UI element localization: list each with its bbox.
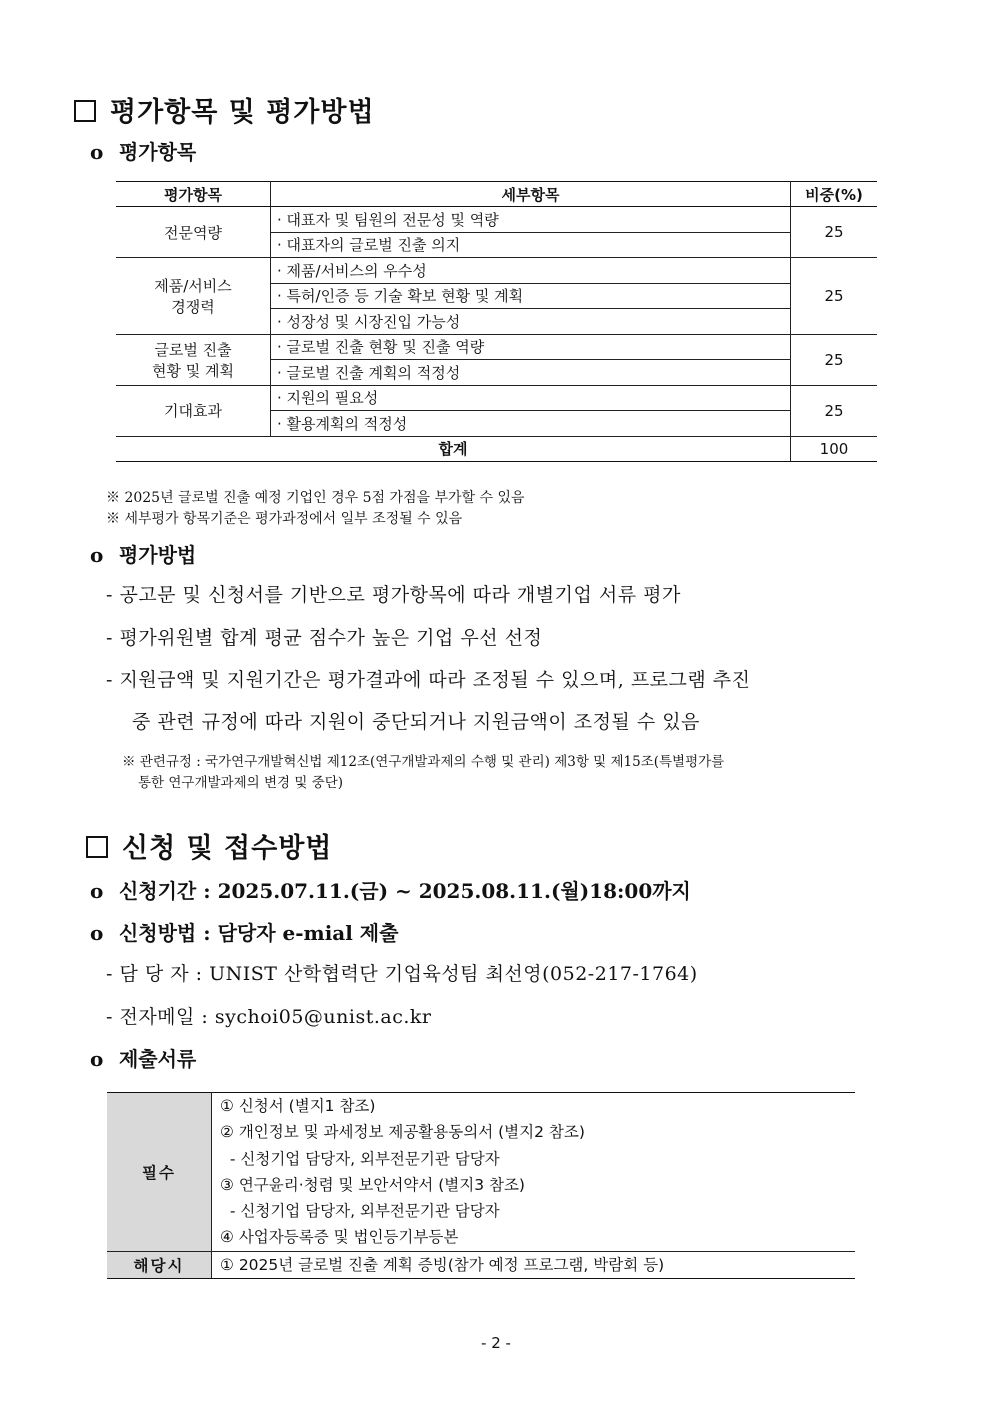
category-cell: 전문역량	[116, 207, 271, 258]
required-docs	[212, 1093, 856, 1252]
table-row	[107, 1093, 855, 1252]
optional-docs	[212, 1251, 856, 1278]
list-item: - 신청기업 담당자, 외부전문기관 담당자	[220, 1149, 500, 1168]
table-row	[116, 258, 877, 284]
period-value: 2025.07.11.(금) ~ 2025.08.11.(월)18:00까지	[217, 879, 691, 903]
section-title-evaluation: 평가항목 및 평가방법	[74, 90, 375, 129]
documents-table	[107, 1092, 855, 1279]
required-label: 필수	[107, 1093, 212, 1252]
list-item: ① 2025년 글로벌 진출 계획 증빙(참가 예정 프로그램, 박람회 등)	[220, 1255, 665, 1274]
regulation-note: ※ 관련규정 : 국가연구개발혁신법 제12조(연구개발과제의 수행 및 관리) 제3항 및 제15조(특별평가를	[122, 754, 725, 770]
weight-cell: 25	[791, 385, 878, 436]
circle-bullet-icon: o	[90, 1047, 104, 1071]
category-cell: 제품/서비스 경쟁력	[116, 258, 271, 335]
detail-cell: · 글로벌 진출 계획의 적정성	[271, 360, 791, 386]
total-value: 100	[791, 436, 878, 462]
application-period: o 신청기간 : 2025.07.11.(금) ~ 2025.08.11.(월)18:00까지	[90, 879, 691, 903]
application-method: o 신청방법 : 담당자 e-mial 제출	[90, 921, 399, 945]
list-item: ④ 사업자등록증 및 법인등기부등본	[220, 1228, 459, 1247]
category-cell: 글로벌 진출 현황 및 계획	[116, 334, 271, 385]
evaluation-table	[116, 181, 877, 462]
detail-cell: · 지원의 필요성	[271, 385, 791, 411]
note-bonus: ※ 2025년 글로벌 진출 예정 기업인 경우 5점 가점을 부가할 수 있음	[106, 490, 525, 506]
list-item: ③ 연구윤리·청렴 및 보안서약서 (별지3 참조)	[220, 1175, 525, 1194]
category-cell: 기대효과	[116, 385, 271, 436]
table-header-row	[116, 182, 877, 207]
note-adjust: ※ 세부평가 항목기준은 평가과정에서 일부 조정될 수 있음	[106, 511, 463, 527]
regulation-note-cont: 통한 연구개발과제의 변경 및 중단)	[138, 775, 344, 791]
detail-cell: · 성장성 및 시장진입 가능성	[271, 309, 791, 335]
detail-cell: · 글로벌 진출 현황 및 진출 역량	[271, 334, 791, 360]
table-row	[116, 385, 877, 411]
total-row	[116, 436, 877, 462]
method-line: - 공고문 및 신청서를 기반으로 평가항목에 따라 개별기업 서류 평가	[106, 584, 681, 606]
subheading-evaluation-method: o 평가방법	[90, 543, 197, 567]
weight-cell: 25	[791, 334, 878, 385]
list-item: ② 개인정보 및 과세정보 제공활용동의서 (별지2 참조)	[220, 1123, 585, 1142]
subheading-evaluation-items: o 평가항목	[90, 140, 197, 164]
total-label: 합계	[116, 436, 791, 462]
header-weight: 비중(%)	[791, 182, 878, 207]
detail-cell: · 대표자의 글로벌 진출 의지	[271, 232, 791, 258]
list-item: - 신청기업 담당자, 외부전문기관 담당자	[220, 1202, 500, 1221]
checkbox-square-icon	[74, 100, 96, 122]
circle-bullet-icon: o	[90, 879, 104, 903]
circle-bullet-icon: o	[90, 140, 104, 164]
detail-cell: · 특허/인증 등 기술 확보 현황 및 계획	[271, 283, 791, 309]
header-details: 세부항목	[271, 182, 791, 207]
optional-label: 해당시	[107, 1251, 212, 1278]
method-line-cont: 중 관련 규정에 따라 지원이 중단되거나 지원금액이 조정될 수 있음	[132, 711, 700, 733]
section-title-application: 신청 및 접수방법	[86, 826, 332, 865]
contact-person: - 담 당 자 : UNIST 산학협력단 기업육성팀 최선영(052-217-1764)	[106, 963, 698, 985]
weight-cell: 25	[791, 258, 878, 335]
circle-bullet-icon: o	[90, 543, 104, 567]
circle-bullet-icon: o	[90, 921, 104, 945]
method-line: - 평가위원별 합계 평균 점수가 높은 기업 우선 선정	[106, 627, 543, 649]
subheading-documents: o 제출서류	[90, 1047, 197, 1071]
weight-cell: 25	[791, 207, 878, 258]
table-row	[116, 207, 877, 233]
table-row	[107, 1251, 855, 1278]
method-value: 담당자 e-mial 제출	[217, 921, 399, 945]
header-category: 평가항목	[116, 182, 271, 207]
detail-cell: · 제품/서비스의 우수성	[271, 258, 791, 284]
checkbox-square-icon	[86, 836, 108, 858]
list-item: ① 신청서 (별지1 참조)	[220, 1097, 376, 1115]
detail-cell: · 활용계획의 적정성	[271, 411, 791, 437]
method-line: - 지원금액 및 지원기간은 평가결과에 따라 조정될 수 있으며, 프로그램 추진	[106, 669, 751, 691]
table-row	[116, 334, 877, 360]
page-number: - 2 -	[481, 1334, 511, 1352]
detail-cell: · 대표자 및 팀원의 전문성 및 역량	[271, 207, 791, 233]
contact-email: - 전자메일 : sychoi05@unist.ac.kr	[106, 1006, 432, 1028]
